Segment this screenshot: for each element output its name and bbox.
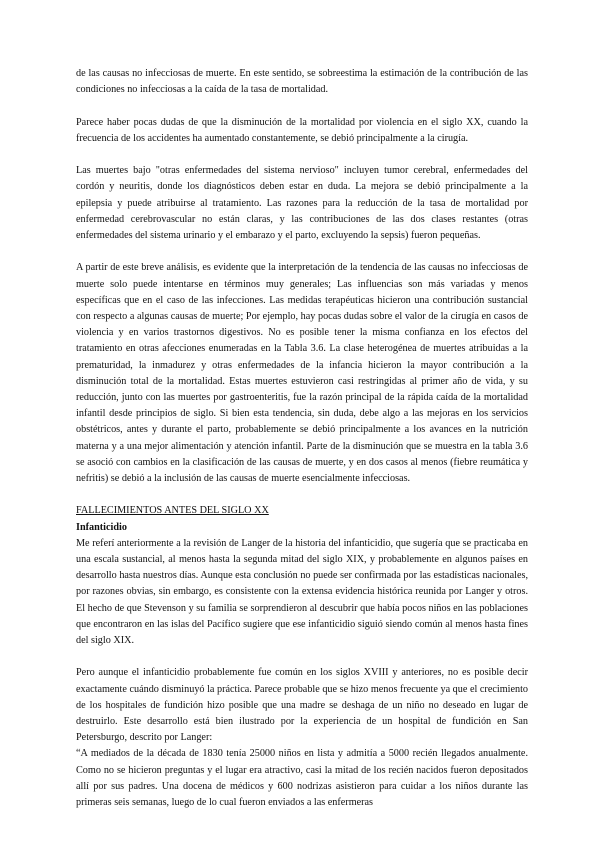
paragraph-infanticidio: Me referí anteriormente a la revisión de Langer de la historia del infanticidio, que sugería que se practicaba en una escala sustancial, al menos hasta la segunda mitad del siglo XIX, y probablemente en algunos países en desarrollo hasta nuestros días. Aunque esta conclusión no puede ser confirmada por las estadísticas nacionales, por razones obvias, sin embargo, es consistente con la extensa evidencia histórica reunida por Langer y otros. El hecho de que Stevenson y su familia se sorprendieron al descubrir que había pocos niños en las poblaciones que encontraron en las islas del Pacífico sugiere que ese infanticidio siguió siendo común al menos hasta fines del siglo XIX.	[76, 537, 528, 647]
document-page	[76, 66, 528, 811]
paragraph-hospitales-fundicion: Pero aunque el infanticidio probablemente fue común en los siglos XVIII y anteriores, no es posible decir exactamente cuándo disminuyó la práctica. Parece probable que se hizo menos frecuente ya que el crecimiento de los hospitales de fundición hizo posible que una madre se deshaga de un niño no deseado en lugar de destruirlo. Este desarrollo está bien ilustrado por la experiencia de un hospital de fundición en San Petersburgo, descrito por Langer:	[76, 667, 528, 744]
paragraph-analisis: A partir de este breve análisis, es evidente que la interpretación de la tendencia de las causas no infecciosas de muerte solo puede intentarse en términos muy generales; Las influencias son más variadas y menos específicas que en el caso de las infecciones. Las medidas terapéuticas hicieron una contribución sustancial con respecto a algunas causas de muerte; Por ejemplo, hay pocas dudas sobre el valor de la cirugía en casos de violencia y en varios trastornos digestivos. No es posible tener la misma confianza en los efectos del tratamiento en otras afecciones enumeradas en la Tabla 3.6. La clase heterogénea de muertes atribuidas a la prematuridad, la inmadurez y otras enfermedades de la infancia hicieron la mayor contribución a la disminución total de la mortalidad. Estas muertes estuvieron casi restringidas al primer año de vida, y su reducción, junto con las muertes por gastroenteritis, fue la razón principal de la rápida caída de la mortalidad infantil desde principios de siglo. Si bien esta tendencia, sin duda, debe algo a las mejoras en los servicios obstétricos, antes y durante el parto, probablemente se debió principalmente a los avances en la nutrición materna y a una mejor alimentación y atención infantil. Parte de la disminución que se muestra en la tabla 3.6 se asoció con cambios en la clasificación de las causas de muerte, y en dos casos al menos (fiebre reumática y nefritis) se debió a la inclusión de las causas de muerte esencialmente infecciosas.	[76, 262, 528, 485]
paragraph-cita-langer: “A mediados de la década de 1830 tenía 25000 niños en lista y admitía a 5000 recién llegados anualmente. Como no se hicieron preguntas y el lugar era atractivo, casi la mitad de los recién nacidos fueron depositados allí por sus padres. Una docena de médicos y 600 nodrizas asistieron para cuidar a los niños durante las primeras seis semanas, luego de lo cual fueron enviados a las enfermeras	[76, 748, 528, 809]
paragraph-violencia: Parece haber pocas dudas de que la disminución de la mortalidad por violencia en el siglo XX, cuando la frecuencia de los accidentes ha aumentado constantemente, se debió principalmente a la cirugía.	[76, 116, 528, 144]
section-heading: FALLECIMIENTOS ANTES DEL SIGLO XX	[76, 505, 269, 517]
paragraph-sistema-nervioso: Las muertes bajo "otras enfermedades del sistema nervioso" incluyen tumor cerebral, enfermedades del cordón y neuritis, donde los diagnósticos deben estar en duda. La mejora se debió principalmente a la epilepsia y puede atribuirse al tratamiento. Las razones para la reducción de la tasa de mortalidad por enfermedad cerebrovascular no están claras, y las contribuciones de las dos clases restantes (otras enfermedades del sistema urinario y el embarazo y el parto, excluyendo la sepsis) fueron pequeñas.	[76, 165, 528, 241]
subsection-heading: Infanticidio	[76, 521, 127, 533]
paragraph-causas-no-infecciosas: de las causas no infecciosas de muerte. En este sentido, se sobreestima la estimación de la contribución de las condiciones no infecciosas a la caída de la tasa de mortalidad.	[76, 68, 528, 96]
